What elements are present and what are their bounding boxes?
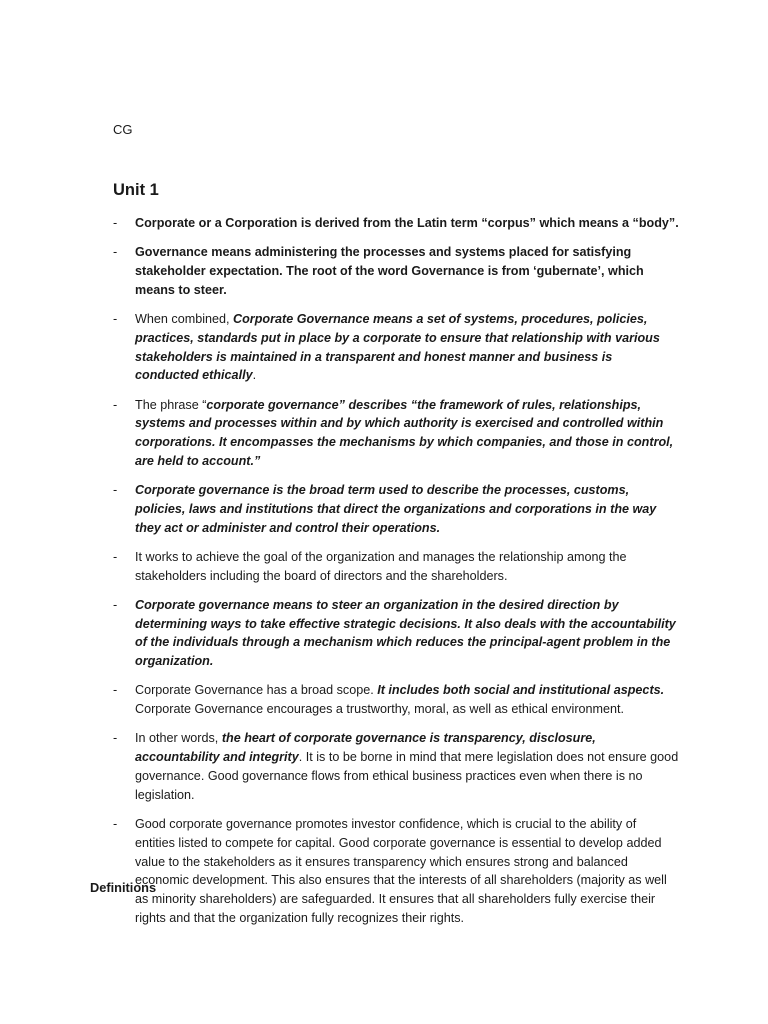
- bullet-dash: -: [113, 245, 118, 260]
- bullet-emphasis: corporate governance” describes “the framework of rules, relationships, systems and processes within and by which authority is exercised and controlled within corporations. It encompasses the mechanisms by which companies, and those in control, are held to account.”: [135, 397, 674, 468]
- list-item: [113, 548, 679, 586]
- bullet-dash: -: [113, 216, 118, 230]
- list-item: [113, 815, 679, 928]
- bullet-emphasis: Corporate governance means to steer an organization in the desired direction by determining ways to take effective strategic decisions. It also deals with the accountability of the individuals through a mechanism which reduces the principal-agent problem in the organization.: [135, 597, 676, 669]
- bullet-text: Corporate Governance has a broad scope.: [135, 683, 378, 698]
- bullet-text: Corporate Governance encourages a trustworthy, moral, as well as ethical environment.: [135, 702, 625, 717]
- bullet-list: [113, 214, 679, 938]
- list-item: [113, 481, 679, 537]
- bullet-text: The phrase “: [135, 397, 207, 412]
- list-item: [113, 596, 679, 671]
- list-item: [113, 214, 679, 233]
- list-item: [113, 310, 679, 385]
- bullet-dash: -: [113, 311, 118, 326]
- list-item: [113, 396, 679, 471]
- bullet-emphasis: the heart of corporate governance is transparency, disclosure, accountability and integrity: [135, 731, 596, 765]
- bullet-emphasis: Corporate governance is the broad term used to describe the processes, customs, policies, laws and institutions that direct the organizations and corporations in the way they act or administer and control their operations.: [135, 483, 657, 535]
- bullet-text: Corporate or a Corporation is derived from the Latin term “corpus” which means a “body”.: [135, 216, 679, 230]
- bullet-text: When combined,: [135, 311, 234, 326]
- bullet-text: In other words,: [135, 731, 222, 746]
- bullet-text: It works to achieve the goal of the organization and manages the relationship among the stakeholders including the board of directors and the shareholders.: [135, 549, 627, 583]
- bullet-dash: -: [113, 731, 118, 746]
- bullet-text: .: [252, 368, 257, 383]
- list-item: [113, 243, 679, 299]
- bullet-text: . It is to be borne in mind that mere legislation does not ensure good governance. Good governance flows from ethical business practices even when there is no legislation.: [135, 750, 679, 802]
- bullet-dash: -: [113, 683, 118, 698]
- bullet-emphasis: Corporate Governance means a set of systems, procedures, policies, practices, standards put in place by a corporate to ensure that relationship with various stakeholders is maintained in a transparent and honest manner and business is conducted ethically: [135, 311, 660, 383]
- list-item: [113, 681, 679, 719]
- bullet-text: Good corporate governance promotes investor confidence, which is crucial to the ability of entities listed to compete for capital. Good corporate governance is essential to develop added value to the stakeholders as it ensures transparency which ensures strong and balanced economic development. This also ensures that the interests of all shareholders (majority as well as minority shareholders) are safeguarded. It ensures that all shareholders fully exercise their rights and that the organization fully recognizes their rights.: [135, 817, 667, 926]
- bullet-dash: -: [113, 549, 118, 564]
- bullet-dash: -: [113, 817, 118, 832]
- list-item: [113, 729, 679, 804]
- unit-heading: Unit 1: [113, 181, 159, 199]
- bullet-dash: -: [113, 597, 118, 612]
- definitions-heading: Definitions: [90, 880, 157, 895]
- document-label: CG: [113, 122, 133, 137]
- bullet-dash: -: [113, 483, 118, 498]
- bullet-text: Governance means administering the processes and systems placed for satisfying stakeholder expectation. The root of the word Governance is from ‘gubernate’, which means to steer.: [135, 245, 644, 297]
- bullet-dash: -: [113, 397, 118, 412]
- bullet-emphasis: It includes both social and institutional aspects.: [377, 683, 665, 698]
